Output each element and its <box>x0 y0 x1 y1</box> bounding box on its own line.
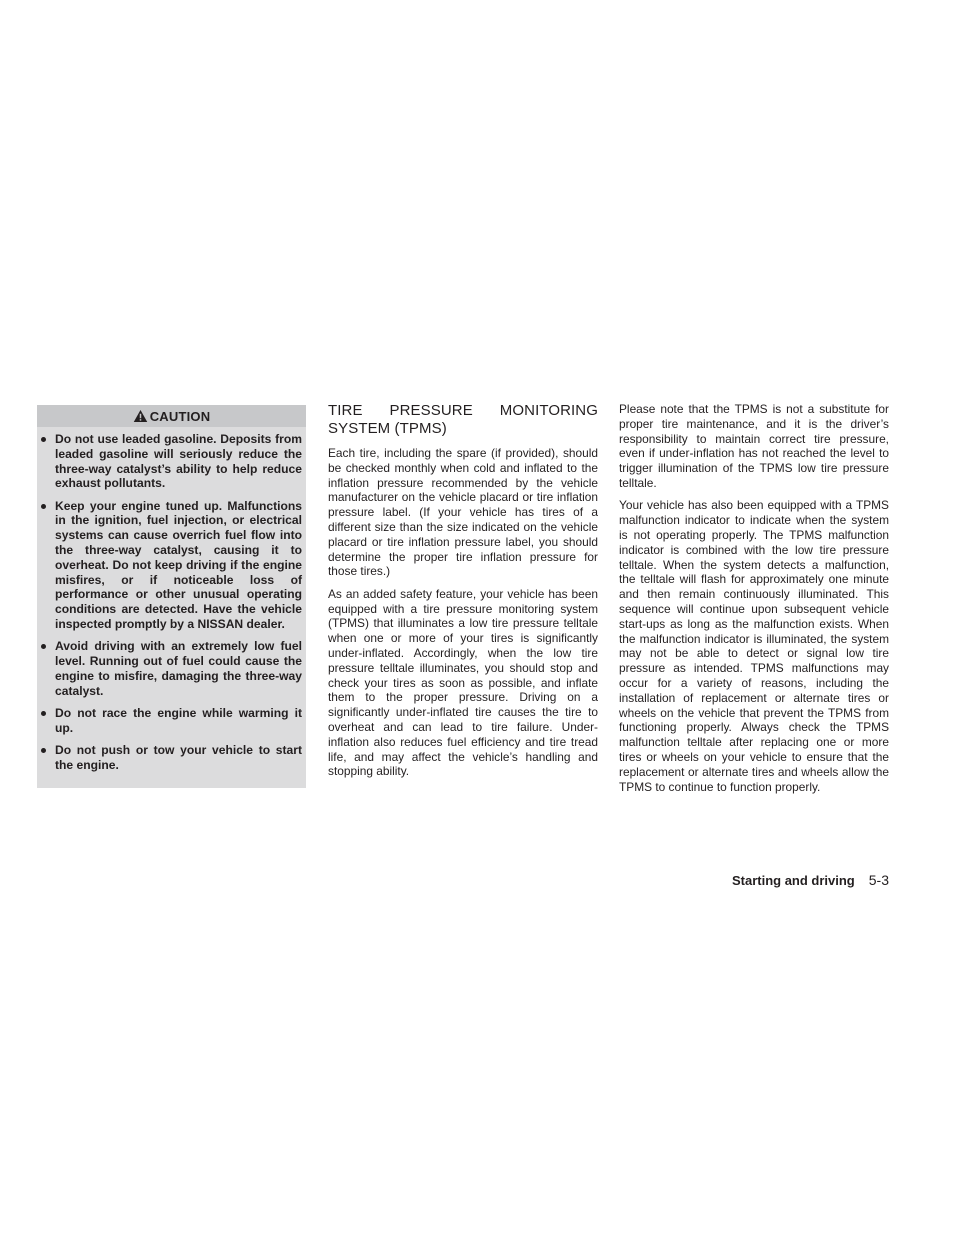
section-title: TIRE PRESSURE MONITORING SYSTEM (TPMS) <box>328 402 598 437</box>
caution-item-text: Do not race the engine while warming it up. <box>55 706 302 735</box>
bullet-icon <box>41 644 46 649</box>
caution-header <box>37 405 306 427</box>
paragraph: Each tire, including the spare (if provided), should be checked monthly when cold and inflated to the inflation pressure recommended by the vehicle manufacturer on the vehicle placard or tire inflation pressure label. (If your vehicle has tires of a different size than the size indicated on the vehicle placard or tire inflation pressure label, you should determine the proper tire inflation pressure for those tires.) <box>328 446 598 579</box>
middle-column <box>328 402 598 787</box>
bullet-icon <box>41 711 46 716</box>
footer-section-name: Starting and driving <box>731 873 855 888</box>
page-footer <box>732 872 889 888</box>
paragraph: Your vehicle has also been equipped with a TPMS malfunction indicator to indicate when the system is not operating properly. The TPMS malfunction indicator is combined with the low tire pressure telltale. When the system detects a malfunction, the telltale will flash for approximately one minute and then remain continuously illuminated. This sequence will continue upon subsequent vehicle start-ups as long as the malfunction exists. When the malfunction indicator is illuminated, the system may not be able to detect or signal low tire pressure as intended. TPMS malfunctions may occur for a variety of reasons, including the installation of replacement or alternate tires or wheels on the vehicle that prevent the TPMS from functioning properly. Always check the TPMS malfunction telltale after replacing one or more tires or wheels on your vehicle to ensure that the replacement or alternate tires and wheels allow the TPMS to continue to function properly. <box>619 498 889 794</box>
caution-list <box>37 427 306 773</box>
caution-item <box>41 639 302 698</box>
paragraph: As an added safety feature, your vehicle has been equipped with a tire pressure monitoring system (TPMS) that illuminates a low tire pressure telltale when one or more of your tires is significantly under-inflated. Accordingly, when the low tire pressure telltale illuminates, you should stop and check your tires as soon as possible, and inflate them to the proper pressure. Driving on a significantly under-inflated tire causes the tire to overheat and can lead to tire failure. Under-inflation also reduces fuel efficiency and tire tread life, and may affect the vehicle’s handling and stopping ability. <box>328 586 598 779</box>
paragraph: Please note that the TPMS is not a substitute for proper tire maintenance, and it is the driver’s responsibility to maintain correct tire pressure, even if under-inflation has not reached the level to trigger illumination of the TPMS low tire pressure telltale. <box>619 402 889 490</box>
bullet-icon <box>41 504 46 509</box>
bullet-icon <box>41 437 46 442</box>
caution-item <box>41 743 302 773</box>
caution-item-text: Keep your engine tuned up. Malfunctions in the ignition, fuel injection, or electrical systems can cause overrich fuel flow into the three-way catalyst, causing it to overheat. Do not keep driving if the engine misfires, or if noticeable loss of performance or other unusual operating conditions are detected. Have the vehicle inspected promptly by a NISSAN dealer. <box>55 498 302 632</box>
caution-item-text: Avoid driving with an extremely low fuel level. Running out of fuel could cause the engine to misfire, damaging the three-way catalyst. <box>55 639 302 698</box>
caution-item-text: Do not use leaded gasoline. Deposits from leaded gasoline will seriously reduce the three-way catalyst’s ability to help reduce exhaust pollutants. <box>55 432 302 491</box>
caution-box <box>37 405 306 788</box>
caution-item <box>41 499 302 632</box>
caution-title: CAUTION <box>149 408 211 424</box>
caution-item <box>41 432 302 491</box>
right-column <box>619 402 889 802</box>
bullet-icon <box>41 748 46 753</box>
warning-triangle-icon <box>133 409 148 423</box>
page-number: 5-3 <box>868 872 889 888</box>
caution-item-text: Do not push or tow your vehicle to start the engine. <box>55 743 302 772</box>
caution-item <box>41 706 302 736</box>
